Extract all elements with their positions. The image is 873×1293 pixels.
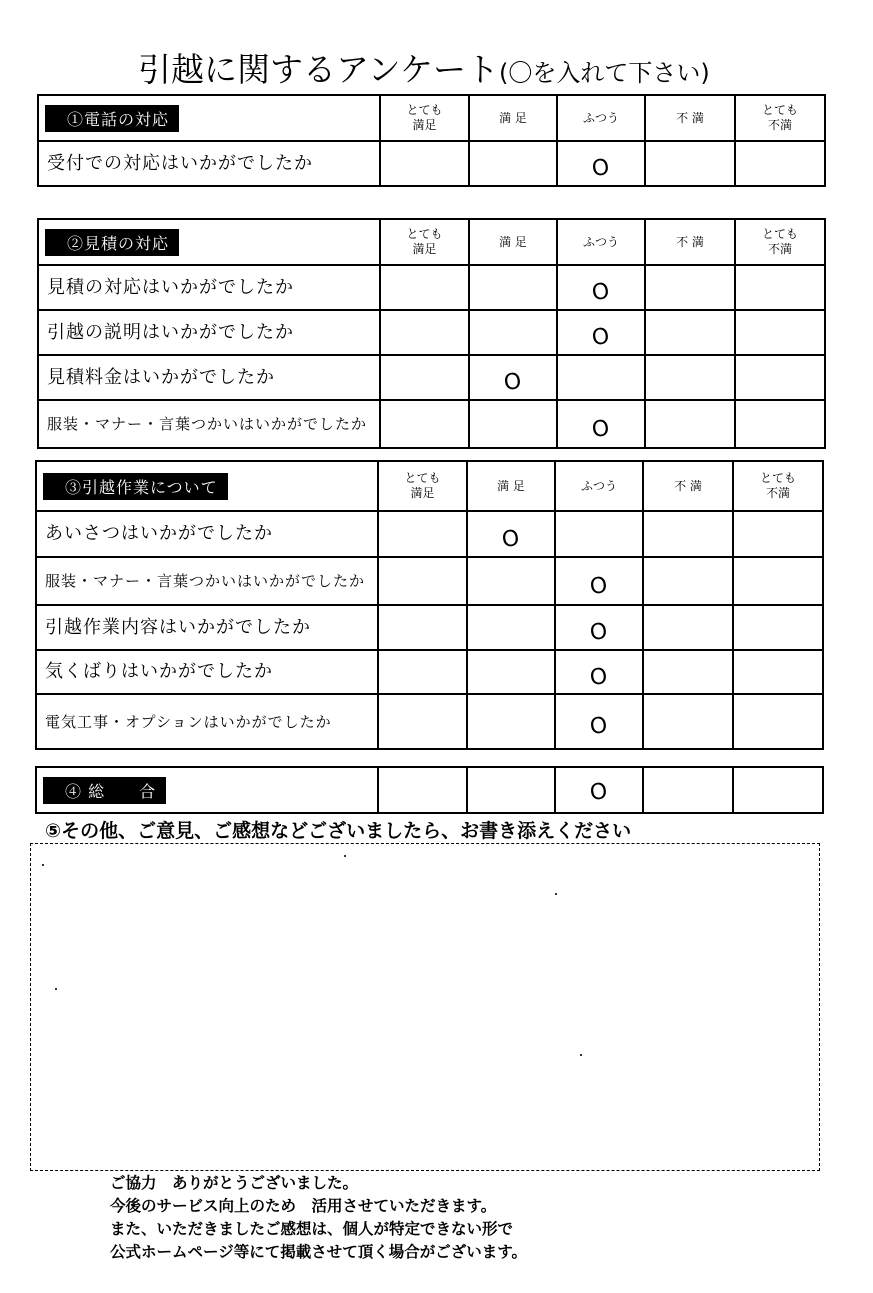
circle-mark: O	[502, 368, 524, 397]
rating-cell[interactable]	[467, 605, 555, 650]
section-2-header: ②見積の対応	[45, 229, 179, 256]
rating-cell[interactable]	[645, 141, 735, 186]
section-3-header: ③引越作業について	[43, 473, 228, 500]
col-dissatisfied: 不 満	[643, 461, 733, 511]
rating-cell-selected[interactable]	[557, 310, 645, 355]
question-label: 受付での対応はいかがでしたか	[38, 141, 380, 186]
circle-mark: O	[590, 323, 612, 352]
rating-cell[interactable]	[733, 557, 823, 605]
scan-speck	[42, 864, 44, 866]
rating-cell-selected[interactable]	[557, 400, 645, 448]
rating-cell[interactable]	[735, 310, 825, 355]
rating-cell[interactable]	[378, 650, 467, 694]
rating-cell-selected[interactable]	[555, 650, 643, 694]
circle-mark: O	[590, 278, 612, 307]
col-satisfied: 満 足	[467, 461, 555, 511]
footer-line: 今後のサービス向上のため 活用させていただきます。	[110, 1197, 497, 1215]
rating-cell[interactable]	[643, 605, 733, 650]
rating-cell-selected[interactable]	[557, 141, 645, 186]
circle-mark: O	[588, 712, 610, 741]
col-dissatisfied: 不 満	[645, 219, 735, 265]
rating-cell[interactable]	[469, 400, 557, 448]
rating-cell[interactable]	[643, 511, 733, 557]
rating-cell[interactable]	[645, 265, 735, 310]
scan-speck	[55, 988, 57, 990]
rating-cell[interactable]	[378, 511, 467, 557]
section-2-header-cell	[38, 219, 380, 265]
footer-line: ご協力 ありがとうございました。	[110, 1174, 359, 1192]
question-label: 見積料金はいかがでしたか	[38, 355, 380, 400]
section-1-header: ①電話の対応	[45, 105, 179, 132]
scan-speck	[555, 893, 557, 895]
section-4-header: ④ 総 合	[43, 777, 166, 804]
survey-title	[138, 48, 758, 95]
question-row	[36, 767, 823, 813]
circle-mark: O	[588, 572, 610, 600]
question-row	[36, 557, 823, 605]
col-very-dissatisfied: とても 不満	[735, 95, 825, 141]
rating-cell[interactable]	[643, 767, 733, 813]
footer-note	[110, 1172, 527, 1264]
section-2-table	[37, 218, 826, 449]
rating-cell[interactable]	[733, 694, 823, 749]
footer-line: 公式ホームページ等にて掲載させて頂く場合がございます。	[110, 1243, 527, 1261]
question-row	[38, 355, 825, 400]
rating-cell[interactable]	[378, 694, 467, 749]
rating-cell[interactable]	[467, 767, 555, 813]
comments-textarea[interactable]	[30, 843, 820, 1171]
col-dissatisfied: 不 満	[645, 95, 735, 141]
question-row	[38, 310, 825, 355]
col-very-satisfied: とても 満足	[378, 461, 467, 511]
section-4-table	[35, 766, 824, 814]
circle-mark: O	[590, 154, 612, 183]
rating-cell-selected[interactable]	[555, 767, 643, 813]
rating-cell[interactable]	[645, 355, 735, 400]
rating-cell[interactable]	[643, 557, 733, 605]
question-row	[36, 605, 823, 650]
rating-cell[interactable]	[645, 310, 735, 355]
question-label: 引越の説明はいかがでしたか	[38, 310, 380, 355]
rating-cell[interactable]	[557, 355, 645, 400]
section-1-header-cell	[38, 95, 380, 141]
rating-cell[interactable]	[378, 557, 467, 605]
col-neutral: ふつう	[555, 461, 643, 511]
circle-mark: O	[500, 525, 522, 553]
rating-cell[interactable]	[733, 511, 823, 557]
col-very-satisfied: とても 満足	[380, 219, 469, 265]
rating-cell[interactable]	[380, 310, 469, 355]
rating-cell[interactable]	[380, 141, 469, 186]
question-row	[38, 265, 825, 310]
rating-cell-selected[interactable]	[555, 605, 643, 650]
question-label: 引越作業内容はいかがでしたか	[36, 605, 378, 650]
question-label: 電気工事・オプションはいかがでしたか	[36, 694, 378, 749]
circle-mark: O	[588, 618, 610, 647]
question-row	[36, 694, 823, 749]
rating-cell[interactable]	[380, 355, 469, 400]
question-row	[36, 650, 823, 694]
rating-cell[interactable]	[378, 605, 467, 650]
section-3-header-cell	[36, 461, 378, 511]
circle-mark: O	[588, 778, 610, 806]
question-row	[38, 400, 825, 448]
rating-cell[interactable]	[469, 265, 557, 310]
rating-cell[interactable]	[733, 605, 823, 650]
rating-cell[interactable]	[645, 400, 735, 448]
col-neutral: ふつう	[557, 95, 645, 141]
rating-cell[interactable]	[733, 650, 823, 694]
rating-cell[interactable]	[555, 511, 643, 557]
col-satisfied: 満 足	[469, 95, 557, 141]
rating-cell[interactable]	[735, 265, 825, 310]
circle-mark: O	[590, 415, 612, 443]
question-label: 気くばりはいかがでしたか	[36, 650, 378, 694]
rating-cell[interactable]	[467, 650, 555, 694]
scan-speck	[580, 1054, 582, 1056]
rating-cell[interactable]	[735, 400, 825, 448]
question-label: あいさつはいかがでしたか	[36, 511, 378, 557]
rating-cell[interactable]	[469, 310, 557, 355]
rating-cell[interactable]	[469, 141, 557, 186]
section-3-table	[35, 460, 824, 750]
circle-mark: O	[588, 663, 610, 691]
scan-speck	[344, 855, 346, 857]
comments-label: ⑤その他、ご意見、ご感想などございましたら、お書き添えください	[45, 820, 632, 842]
footer-line: また、いただきましたご感想は、個人が特定できない形で	[110, 1220, 514, 1238]
section-1-table	[37, 94, 826, 187]
col-very-satisfied: とても 満足	[380, 95, 469, 141]
question-label: 服装・マナー・言葉つかいはいかがでしたか	[36, 557, 378, 605]
rating-cell[interactable]	[380, 400, 469, 448]
rating-cell[interactable]	[735, 355, 825, 400]
rating-cell[interactable]	[467, 694, 555, 749]
survey-title-main: 引越に関するアンケート	[138, 50, 500, 89]
col-very-dissatisfied: とても 不満	[733, 461, 823, 511]
rating-cell[interactable]	[378, 767, 467, 813]
section-4-header-cell	[36, 767, 378, 813]
rating-cell-selected[interactable]	[555, 694, 643, 749]
question-label: 服装・マナー・言葉つかいはいかがでしたか	[38, 400, 380, 448]
rating-cell-selected[interactable]	[557, 265, 645, 310]
rating-cell[interactable]	[380, 265, 469, 310]
col-neutral: ふつう	[557, 219, 645, 265]
rating-cell[interactable]	[733, 767, 823, 813]
rating-cell-selected[interactable]	[555, 557, 643, 605]
col-satisfied: 満 足	[469, 219, 557, 265]
question-row	[38, 141, 825, 186]
rating-cell-selected[interactable]	[467, 511, 555, 557]
rating-cell[interactable]	[467, 557, 555, 605]
question-label: 見積の対応はいかがでしたか	[38, 265, 380, 310]
survey-title-instruction: (〇を入れて下さい)	[499, 59, 710, 87]
col-very-dissatisfied: とても 不満	[735, 219, 825, 265]
question-row	[36, 511, 823, 557]
rating-cell[interactable]	[735, 141, 825, 186]
rating-cell-selected[interactable]	[469, 355, 557, 400]
rating-cell[interactable]	[643, 650, 733, 694]
rating-cell[interactable]	[643, 694, 733, 749]
